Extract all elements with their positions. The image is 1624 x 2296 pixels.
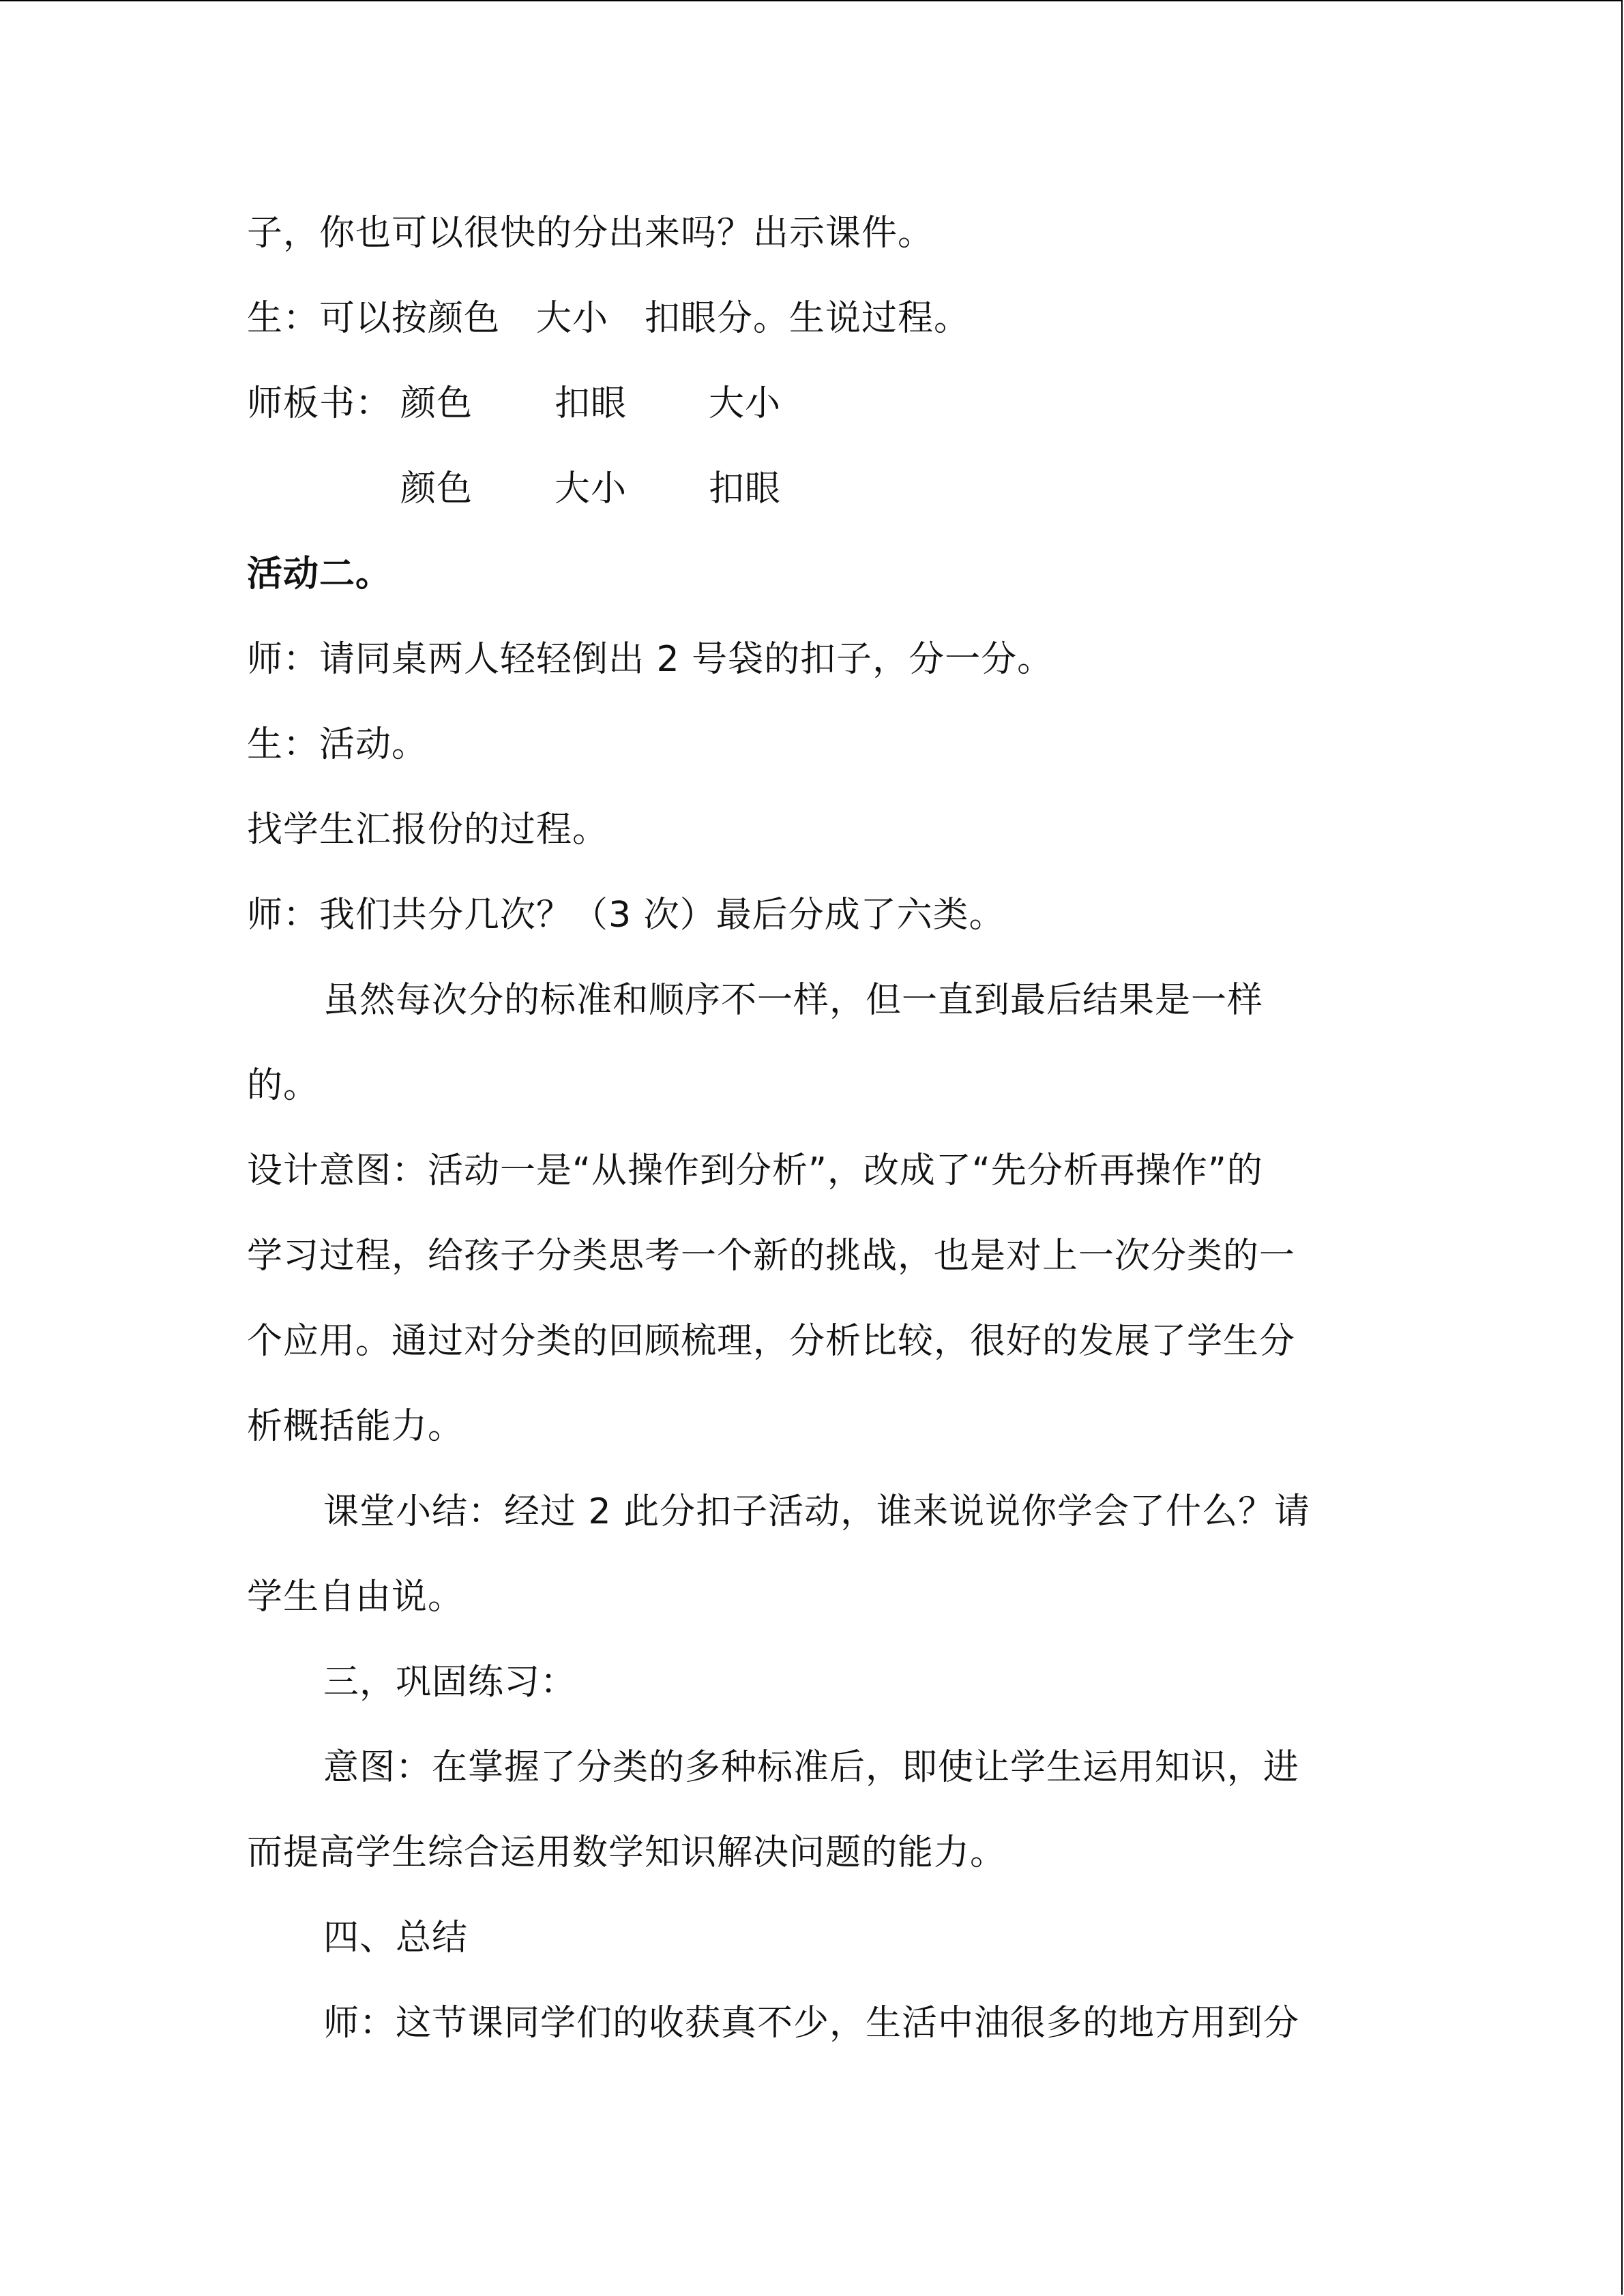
text-line: 析概括能力。 — [247, 1406, 464, 1447]
text-line: 生：活动。 — [247, 724, 428, 765]
board-row-2 — [247, 447, 1393, 532]
text-line: 学习过程，给孩子分类思考一个新的挑战，也是对上一次分类的一 — [247, 1236, 1296, 1277]
text-line: 师：我们共分几次？（3 次）最后分成了六类。 — [247, 895, 1005, 936]
board-cell: 颜色 — [400, 383, 473, 424]
text-line: 子，你也可以很快的分出来吗？出示课件。 — [247, 213, 934, 254]
text-line: 四、总结 — [323, 1918, 469, 1958]
document-page — [247, 191, 1393, 2066]
text-line: 生：可以按颜色 大小 扣眼分。生说过程。 — [247, 298, 971, 339]
text-line: 意图：在掌握了分类的多种标准后，即使让学生运用知识，进 — [323, 1747, 1300, 1788]
text-line: 个应用。通过对分类的回顾梳理，分析比较，很好的发展了学生分 — [247, 1321, 1296, 1362]
text-line: 找学生汇报份的过程。 — [247, 809, 609, 850]
board-prefix: 师板书： — [247, 383, 392, 424]
text-line: 的。 — [247, 1065, 320, 1106]
text-line: 虽然每次分的标准和顺序不一样，但一直到最后结果是一样 — [323, 980, 1264, 1021]
board-cell: 扣眼 — [555, 383, 628, 424]
text-line: 三，巩固练习： — [323, 1662, 577, 1703]
text-line: 而提高学生综合运用数学知识解决问题的能力。 — [247, 1832, 1007, 1873]
board-row-1 — [247, 361, 1393, 447]
board-cell: 大小 — [709, 383, 782, 424]
text-line: 学生自由说。 — [247, 1577, 464, 1617]
board-cell: 大小 — [555, 468, 628, 509]
text-line: 师：请同桌两人轻轻倒出 2 号袋的扣子，分一分。 — [247, 639, 1054, 680]
text-line: 设计意图：活动一是“从操作到分析”，改成了“先分析再操作”的 — [247, 1150, 1263, 1191]
board-cell: 扣眼 — [709, 468, 782, 509]
text-line: 课堂小结：经过 2 此分扣子活动，谁来说说你学会了什么？请 — [323, 1491, 1311, 1532]
section-heading: 活动二。 — [247, 554, 392, 595]
board-cell: 颜色 — [400, 468, 473, 509]
text-line: 师：这节课同学们的收获真不少，生活中油很多的地方用到分 — [323, 2003, 1300, 2044]
